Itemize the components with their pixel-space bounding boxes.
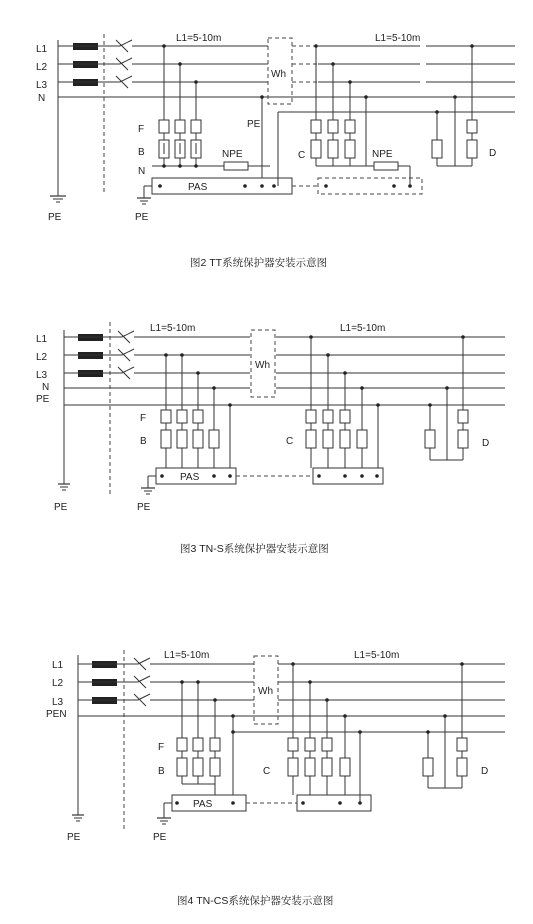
line-label-l2: L2 xyxy=(52,678,64,689)
fuse-f2 xyxy=(175,120,185,133)
row-label-f: F xyxy=(140,413,147,424)
fuse-f1 xyxy=(159,120,169,133)
length-label-left: L1=5-10m xyxy=(164,650,210,661)
ground-label-2: PE xyxy=(137,502,151,513)
npe-label-right: NPE xyxy=(372,149,393,160)
line-label-l2: L2 xyxy=(36,62,48,73)
npe-label-left: NPE xyxy=(222,149,243,160)
line-label-n: N xyxy=(42,382,50,393)
line-label-pen: PEN xyxy=(46,709,67,720)
line-label-l1: L1 xyxy=(36,334,48,345)
figure-caption: 图3 TN-S系统保护器安装示意图 xyxy=(180,543,329,555)
npe-spd-left xyxy=(224,162,248,170)
ground-label-1: PE xyxy=(54,502,68,513)
figure-tncs xyxy=(46,650,505,907)
ground-label-1: PE xyxy=(67,832,81,843)
meter-label: Wh xyxy=(255,360,270,371)
line-label-l3: L3 xyxy=(36,80,48,91)
group-label-c: C xyxy=(263,766,271,777)
figure-caption: 图4 TN-CS系统保护器安装示意图 xyxy=(177,895,334,907)
pe-mid-label: PE xyxy=(247,119,261,130)
length-label-right: L1=5-10m xyxy=(375,33,421,44)
meter-label: Wh xyxy=(258,686,273,697)
pas-label: PAS xyxy=(188,182,208,193)
group-label-c: C xyxy=(298,150,306,161)
group-label-d: D xyxy=(481,766,489,777)
group-label-d: D xyxy=(489,148,497,159)
row-label-f: F xyxy=(158,742,165,753)
line-label-l2: L2 xyxy=(36,352,48,363)
figure-tt xyxy=(36,33,515,269)
ground-label-2: PE xyxy=(135,212,149,223)
line-label-l1: L1 xyxy=(52,660,64,671)
row-label-f: F xyxy=(138,124,145,135)
fuse-f3 xyxy=(191,120,201,133)
line-label-l1: L1 xyxy=(36,44,48,55)
pas-box-left xyxy=(152,178,292,194)
group-label-d: D xyxy=(482,438,490,449)
line-label-l3: L3 xyxy=(36,370,48,381)
line-label-n: N xyxy=(38,93,46,104)
line-label-l3: L3 xyxy=(52,697,64,708)
pas-box-right xyxy=(318,178,422,194)
ground-label-1: PE xyxy=(48,212,62,223)
length-label-right: L1=5-10m xyxy=(340,323,386,334)
length-label-left: L1=5-10m xyxy=(176,33,222,44)
line-label-pe: PE xyxy=(36,394,50,405)
row-label-b: B xyxy=(158,766,165,777)
npe-spd-right xyxy=(374,162,398,170)
length-label-left: L1=5-10m xyxy=(150,323,196,334)
pas-label: PAS xyxy=(180,472,200,483)
meter-label: Wh xyxy=(271,69,286,80)
pas-label: PAS xyxy=(193,799,213,810)
length-label-right: L1=5-10m xyxy=(354,650,400,661)
ground-label-2: PE xyxy=(153,832,167,843)
row-label-n: N xyxy=(138,166,146,177)
row-label-b: B xyxy=(140,436,147,447)
group-label-c: C xyxy=(286,436,294,447)
figure-caption: 图2 TT系统保护器安装示意图 xyxy=(190,257,328,269)
row-label-b: B xyxy=(138,147,145,158)
figure-tns xyxy=(36,322,505,555)
